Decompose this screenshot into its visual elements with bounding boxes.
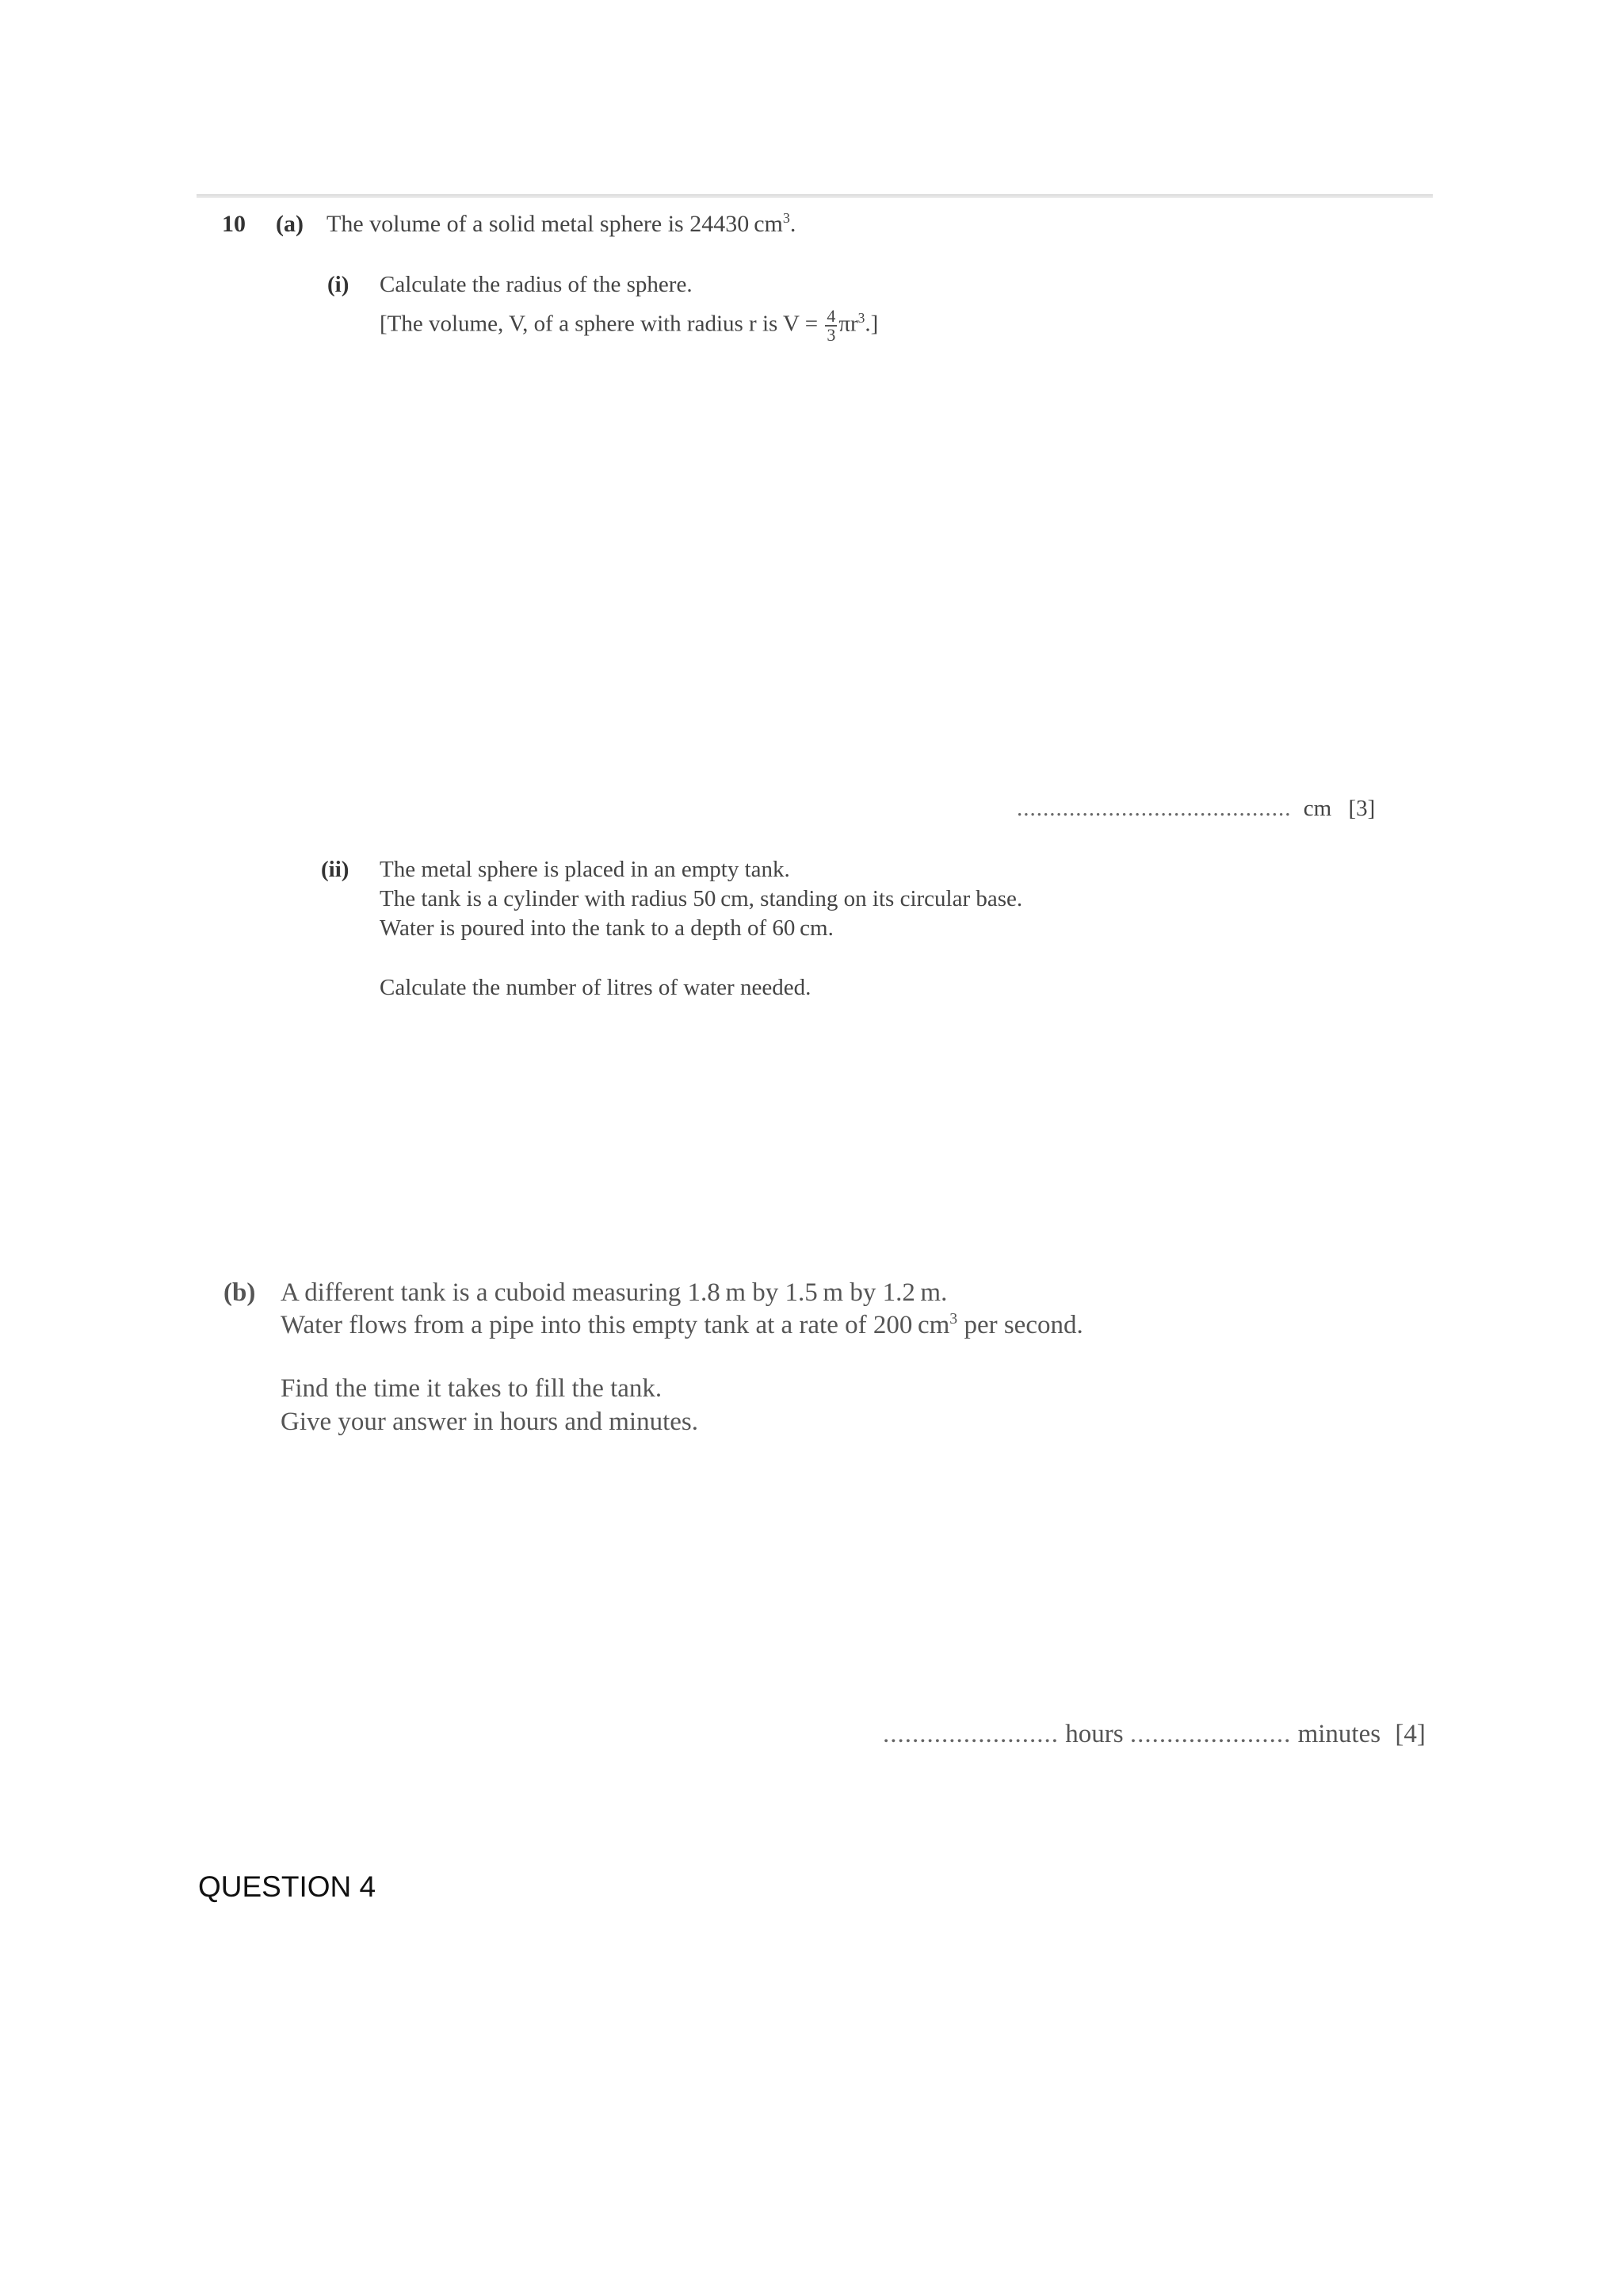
question-4-label: QUESTION 4 xyxy=(198,1870,376,1903)
part-a-superscript: 3 xyxy=(782,210,790,226)
sub-ii-label: (ii) xyxy=(321,857,349,882)
part-b-line-1: A different tank is a cuboid measuring 1.8 m by 1.5 m by 1.2 m. xyxy=(281,1278,948,1307)
sub-ii-line-4: Calculate the number of litres of water needed. xyxy=(380,975,812,1000)
answer-line-radius xyxy=(1017,796,1375,822)
sub-i-text: Calculate the radius of the sphere. xyxy=(380,272,693,297)
part-a-text-main: The volume of a solid metal sphere is 24430 cm xyxy=(327,211,783,237)
formula-text: [The volume, V, of a sphere with radius r is V = xyxy=(380,311,819,337)
part-b-line-3: Find the time it takes to fill the tank. xyxy=(281,1374,663,1403)
part-a-text-end: . xyxy=(789,211,796,237)
sub-ii-line-3: Water is poured into the tank to a depth of 60 cm. xyxy=(380,915,834,941)
answer-line-time xyxy=(883,1720,1426,1749)
formula-pi-r: πr xyxy=(838,311,858,337)
part-b-line-2-end: per second. xyxy=(957,1311,1083,1339)
sub-ii-line-2: The tank is a cylinder with radius 50 cm, standing on its circular base. xyxy=(380,886,1023,911)
fraction-numerator: 4 xyxy=(827,306,836,326)
part-b-line-2 xyxy=(281,1311,1083,1340)
sub-i-label: (i) xyxy=(327,272,349,297)
answer-unit-hours: hours xyxy=(1065,1720,1124,1748)
answer-unit-minutes: minutes xyxy=(1297,1720,1381,1748)
header-rule xyxy=(197,194,1433,198)
sphere-volume-formula xyxy=(380,308,878,344)
part-b-label: (b) xyxy=(223,1278,256,1307)
answer-unit: cm xyxy=(1303,796,1332,821)
part-a-label: (a) xyxy=(276,211,304,237)
fraction-denominator: 3 xyxy=(827,325,836,345)
formula-fraction xyxy=(825,308,837,344)
part-b-line-2-main: Water flows from a pipe into this empty tank at a rate of 200 cm xyxy=(281,1311,950,1339)
answer-dots: .......................................... xyxy=(1017,796,1292,821)
marks-badge-b: [4] xyxy=(1395,1720,1426,1748)
formula-end: .] xyxy=(865,311,879,337)
formula-superscript: 3 xyxy=(857,310,865,326)
part-b-line-4: Give your answer in hours and minutes. xyxy=(281,1408,698,1436)
sub-ii-line-1: The metal sphere is placed in an empty tank. xyxy=(380,857,790,882)
question-number: 10 xyxy=(222,211,246,237)
part-a-text xyxy=(327,211,796,238)
answer-dots-hours: ........................ xyxy=(883,1720,1059,1748)
answer-dots-minutes: ...................... xyxy=(1129,1720,1292,1748)
marks-badge: [3] xyxy=(1348,796,1376,821)
part-b-superscript: 3 xyxy=(949,1310,958,1328)
